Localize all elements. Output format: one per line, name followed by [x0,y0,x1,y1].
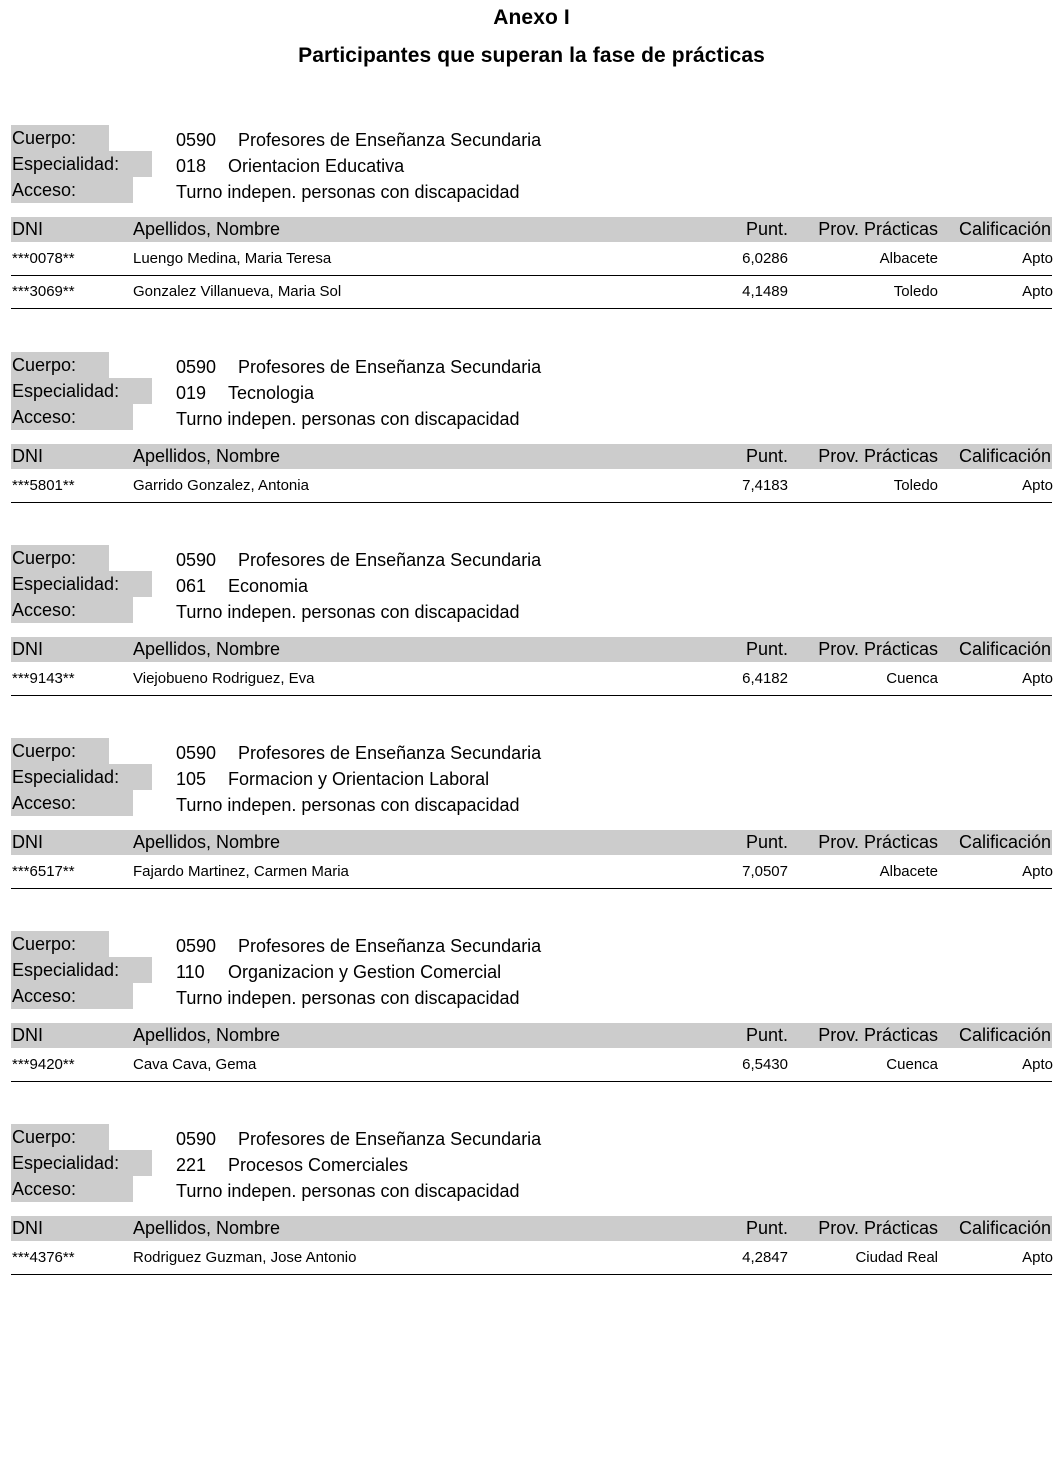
especialidad-name: Economia [228,576,309,596]
cuerpo-name: Profesores de Enseñanza Secundaria [238,550,542,570]
table-row [11,243,1052,276]
cell-punt: 6,4182 [742,670,788,687]
column-header-prov: Prov. Prácticas [818,639,938,659]
especialidad-label: Especialidad: [11,571,152,597]
cuerpo-code: 0590 [176,550,217,570]
cell-nombre: Garrido Gonzalez, Antonia [133,477,309,494]
column-header-calif: Calificación [958,446,1051,466]
cuerpo-label: Cuerpo: [11,1124,109,1150]
table-header [11,830,1052,855]
table-header [11,1023,1052,1048]
section [0,545,1063,705]
column-header-prov: Prov. Prácticas [818,219,938,239]
cell-nombre: Rodriguez Guzman, Jose Antonio [133,1249,357,1266]
cuerpo-code: 0590 [176,130,217,150]
cuerpo-name: Profesores de Enseñanza Secundaria [238,357,542,377]
cuerpo-label: Cuerpo: [11,738,109,764]
especialidad-code: 018 [176,156,207,176]
acceso-value: Turno indepen. personas con discapacidad [176,182,520,202]
cell-dni: ***6517** [12,863,75,880]
cuerpo-code: 0590 [176,936,217,956]
acceso-label: Acceso: [11,177,133,203]
cuerpo-label: Cuerpo: [11,545,109,571]
cell-prov: Cuenca [886,670,938,687]
cell-dni: ***4376** [12,1249,75,1266]
cuerpo-code: 0590 [176,357,217,377]
cell-dni: ***5801** [12,477,75,494]
cell-nombre: Fajardo Martinez, Carmen Maria [133,863,349,880]
section [0,931,1063,1091]
table-row [11,276,1052,309]
acceso-label: Acceso: [11,983,133,1009]
cell-nombre: Gonzalez Villanueva, Maria Sol [133,283,342,300]
column-header-dni: DNI [12,219,43,239]
table-row [11,1242,1052,1275]
cell-punt: 7,0507 [742,863,788,880]
especialidad-label: Especialidad: [11,378,152,404]
column-header-nombre: Apellidos, Nombre [133,446,281,466]
column-header-calif: Calificación [958,1025,1051,1045]
especialidad-name: Formacion y Orientacion Laboral [228,769,490,789]
column-header-dni: DNI [12,639,43,659]
cell-nombre: Viejobueno Rodriguez, Eva [133,670,315,687]
table-header [11,637,1052,662]
column-header-calif: Calificación [958,639,1051,659]
cuerpo-label: Cuerpo: [11,931,109,957]
especialidad-code: 061 [176,576,207,596]
column-header-dni: DNI [12,832,43,852]
especialidad-label: Especialidad: [11,957,152,983]
column-header-calif: Calificación [958,219,1051,239]
section [0,352,1063,512]
especialidad-code: 105 [176,769,207,789]
column-header-nombre: Apellidos, Nombre [133,832,281,852]
table-row [11,1049,1052,1082]
especialidad-label: Especialidad: [11,151,152,177]
column-header-punt: Punt. [745,1218,788,1238]
cuerpo-code: 0590 [176,743,217,763]
acceso-value: Turno indepen. personas con discapacidad [176,409,520,429]
column-header-punt: Punt. [745,832,788,852]
column-header-prov: Prov. Prácticas [818,446,938,466]
especialidad-label: Especialidad: [11,764,152,790]
column-header-calif: Calificación [958,1218,1051,1238]
column-header-prov: Prov. Prácticas [818,1025,938,1045]
page-title: Anexo I [493,6,570,29]
column-header-nombre: Apellidos, Nombre [133,219,281,239]
table-header [11,217,1052,242]
especialidad-name: Procesos Comerciales [228,1155,409,1175]
table-row [11,663,1052,696]
column-header-prov: Prov. Prácticas [818,1218,938,1238]
cell-punt: 6,5430 [742,1056,788,1073]
section [0,738,1063,898]
column-header-nombre: Apellidos, Nombre [133,1025,281,1045]
cell-prov: Albacete [879,250,938,267]
acceso-value: Turno indepen. personas con discapacidad [176,795,520,815]
column-header-punt: Punt. [745,219,788,239]
table-row [11,470,1052,503]
acceso-value: Turno indepen. personas con discapacidad [176,602,520,622]
column-header-nombre: Apellidos, Nombre [133,639,281,659]
cuerpo-label: Cuerpo: [11,125,109,151]
cell-punt: 4,1489 [742,283,788,300]
column-header-prov: Prov. Prácticas [818,832,938,852]
cell-nombre: Cava Cava, Gema [133,1056,257,1073]
cuerpo-label: Cuerpo: [11,352,109,378]
cell-dni: ***9420** [12,1056,75,1073]
cell-punt: 7,4183 [742,477,788,494]
column-header-punt: Punt. [745,1025,788,1045]
cell-punt: 4,2847 [742,1249,788,1266]
cell-calif: Apto [1022,283,1053,300]
acceso-value: Turno indepen. personas con discapacidad [176,988,520,1008]
acceso-label: Acceso: [11,1176,133,1202]
cell-calif: Apto [1022,1056,1053,1073]
acceso-label: Acceso: [11,404,133,430]
column-header-dni: DNI [12,446,43,466]
especialidad-name: Tecnologia [228,383,315,403]
column-header-dni: DNI [12,1218,43,1238]
especialidad-code: 019 [176,383,207,403]
column-header-dni: DNI [12,1025,43,1045]
section [0,125,1063,300]
table-header [11,444,1052,469]
cell-punt: 6,0286 [742,250,788,267]
especialidad-label: Especialidad: [11,1150,152,1176]
especialidad-code: 221 [176,1155,207,1175]
especialidad-name: Organizacion y Gestion Comercial [228,962,502,982]
acceso-label: Acceso: [11,597,133,623]
cell-dni: ***0078** [12,250,75,267]
table-row [11,856,1052,889]
cell-calif: Apto [1022,863,1053,880]
column-header-calif: Calificación [958,832,1051,852]
cell-prov: Ciudad Real [855,1249,938,1266]
page-subtitle: Participantes que superan la fase de prácticas [298,44,765,67]
especialidad-code: 110 [176,962,205,982]
cuerpo-code: 0590 [176,1129,217,1149]
cell-dni: ***9143** [12,670,75,687]
acceso-value: Turno indepen. personas con discapacidad [176,1181,520,1201]
cuerpo-name: Profesores de Enseñanza Secundaria [238,743,542,763]
section [0,1124,1063,1284]
cell-prov: Albacete [879,863,938,880]
cell-nombre: Luengo Medina, Maria Teresa [133,250,332,267]
cuerpo-name: Profesores de Enseñanza Secundaria [238,936,542,956]
cell-calif: Apto [1022,670,1053,687]
cuerpo-name: Profesores de Enseñanza Secundaria [238,1129,542,1149]
cell-calif: Apto [1022,1249,1053,1266]
table-header [11,1216,1052,1241]
cell-prov: Toledo [893,477,938,494]
cell-calif: Apto [1022,250,1053,267]
especialidad-name: Orientacion Educativa [228,156,405,176]
acceso-label: Acceso: [11,790,133,816]
column-header-nombre: Apellidos, Nombre [133,1218,281,1238]
column-header-punt: Punt. [745,639,788,659]
cuerpo-name: Profesores de Enseñanza Secundaria [238,130,542,150]
cell-dni: ***3069** [12,283,75,300]
cell-prov: Toledo [893,283,938,300]
column-header-punt: Punt. [745,446,788,466]
cell-calif: Apto [1022,477,1053,494]
cell-prov: Cuenca [886,1056,938,1073]
